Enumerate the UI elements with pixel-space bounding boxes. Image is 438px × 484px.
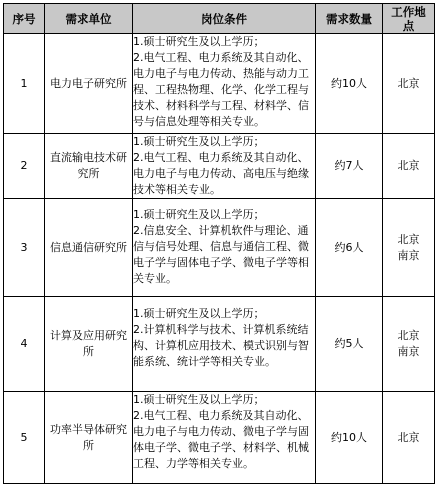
header-row bbox=[4, 4, 435, 34]
requirement-degree: 1.硕士研究生及以上学历； bbox=[133, 35, 265, 48]
location-name: 北京 bbox=[397, 430, 420, 444]
row-requirements bbox=[133, 34, 316, 134]
row-count: 约10人 bbox=[316, 392, 383, 484]
header-requirements: 岗位条件 bbox=[133, 4, 316, 34]
header-unit: 需求单位 bbox=[45, 4, 133, 34]
requirement-degree: 1.硕士研究生及以上学历； bbox=[133, 307, 265, 320]
table-row bbox=[4, 134, 435, 199]
row-unit: 电力电子研究所 bbox=[45, 34, 133, 134]
row-location bbox=[383, 34, 435, 134]
header-count: 需求数量 bbox=[316, 4, 383, 34]
location-name: 北京 bbox=[397, 159, 420, 172]
row-unit: 直流输电技术研究所 bbox=[45, 134, 133, 199]
requirement-degree: 1.硕士研究生及以上学历； bbox=[133, 393, 265, 406]
table-row bbox=[4, 297, 435, 392]
row-unit: 计算及应用研究所 bbox=[45, 297, 133, 392]
row-count: 约10人 bbox=[316, 34, 383, 134]
location-name: 北京 bbox=[397, 329, 420, 342]
row-number: 4 bbox=[4, 297, 45, 392]
location-name: 南京 bbox=[397, 345, 420, 358]
row-location bbox=[383, 199, 435, 297]
location-name: 北京 bbox=[397, 76, 420, 90]
row-number: 1 bbox=[4, 34, 45, 134]
requirement-majors: 2.信息安全、计算机软件与理论、通信与信号处理、信息与通信工程、微电子学与固体电子学、微电子学等相关专业。 bbox=[133, 224, 309, 285]
row-location bbox=[383, 392, 435, 484]
recruitment-table bbox=[3, 3, 435, 484]
requirement-degree: 1.硕士研究生及以上学历； bbox=[133, 135, 265, 148]
table-row bbox=[4, 199, 435, 297]
row-location bbox=[383, 297, 435, 392]
requirement-degree: 1.硕士研究生及以上学历； bbox=[133, 208, 265, 221]
row-number: 2 bbox=[4, 134, 45, 199]
row-number: 5 bbox=[4, 392, 45, 484]
row-requirements bbox=[133, 199, 316, 297]
requirement-majors: 2.电气工程、电力系统及其自动化、电力电子与电力传动、高电压与绝缘技术等相关专业。 bbox=[133, 151, 309, 196]
row-requirements bbox=[133, 134, 316, 199]
location-name: 北京 bbox=[397, 232, 420, 246]
header-location: 工作地点 bbox=[383, 4, 435, 34]
row-number: 3 bbox=[4, 199, 45, 297]
row-count: 约5人 bbox=[316, 297, 383, 392]
location-name: 南京 bbox=[397, 248, 420, 262]
row-requirements bbox=[133, 392, 316, 484]
row-location bbox=[383, 134, 435, 199]
requirement-majors: 2.电气工程、电力系统及其自动化、电力电子与电力传动、热能与动力工程、工程热物理、化学、化学工程与技术、材料科学与工程、材料学、信号与信息处理等相关专业。 bbox=[133, 51, 309, 128]
requirement-majors: 2.电气工程、电力系统及其自动化、电力电子与电力传动、微电子学与固体电子学、微电子学、材料学、机械工程、力学等相关专业。 bbox=[133, 409, 309, 470]
row-unit: 功率半导体研究所 bbox=[45, 392, 133, 484]
row-count: 约6人 bbox=[316, 199, 383, 297]
table-row bbox=[4, 392, 435, 484]
row-unit: 信息通信研究所 bbox=[45, 199, 133, 297]
row-count: 约7人 bbox=[316, 134, 383, 199]
header-no: 序号 bbox=[4, 4, 45, 34]
requirement-majors: 2.计算机科学与技术、计算机系统结构、计算机应用技术、模式识别与智能系统、统计学等相关专业。 bbox=[133, 323, 309, 368]
row-requirements bbox=[133, 297, 316, 392]
table-row bbox=[4, 34, 435, 134]
